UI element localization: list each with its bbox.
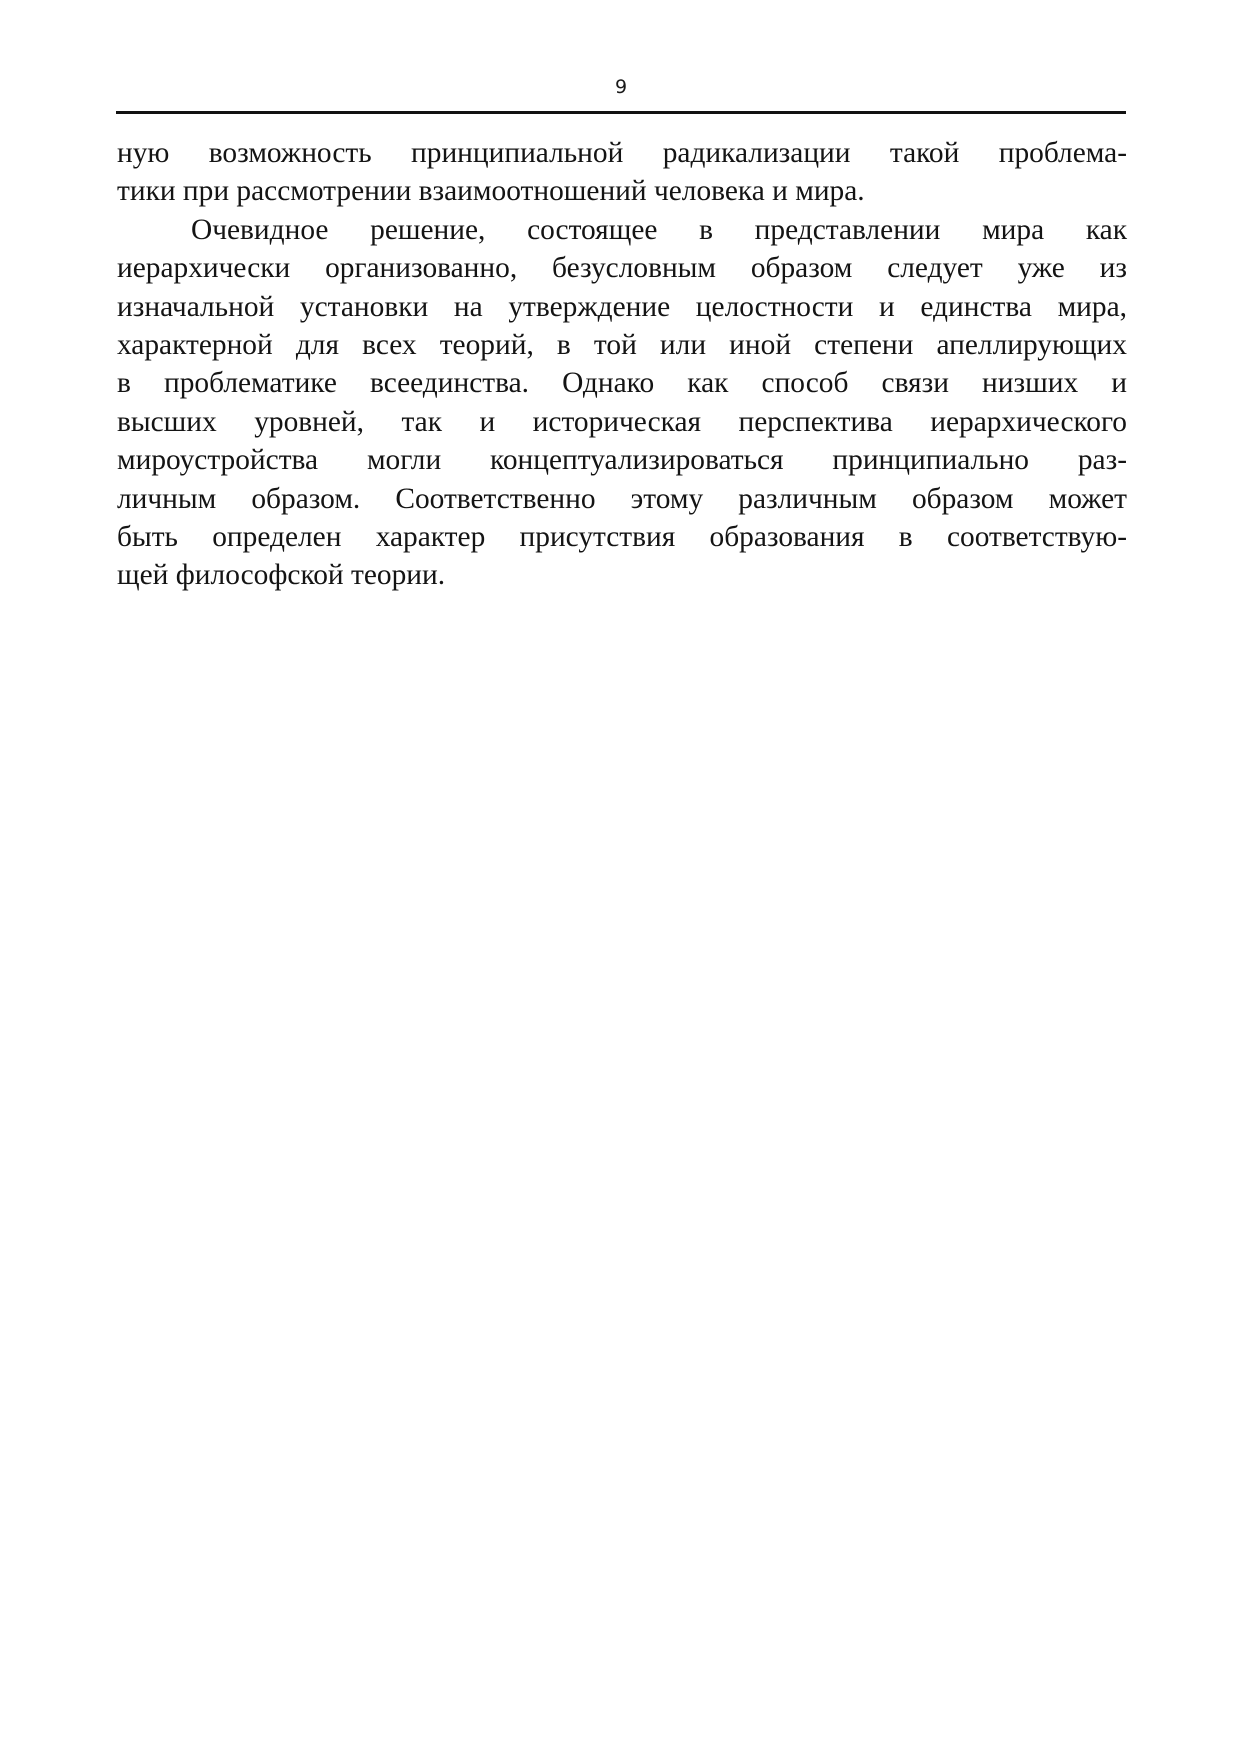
page-header [116,72,1126,116]
text-line: высших уровней, так и историческая перспектива иерархического [117,405,1127,438]
text-line: мироустройства могли концептуализироваться принципиально раз- [117,444,1127,477]
paragraph-2 [117,211,1127,595]
body-text [117,134,1127,595]
text-line: быть определен характер присутствия образования в соответствую- [117,521,1127,554]
page-number: 9 [614,76,628,98]
text-line: личным образом. Соответственно этому различным образом может [117,482,1127,515]
text-line: изначальной установки на утверждение целостности и единства мира, [117,290,1127,323]
text-line: Очевидное решение, состоящее в представлении мира как [191,213,1127,246]
text-line: ную возможность принципиальной радикализации такой проблема- [117,137,1127,169]
text-line: иерархически организованно, безусловным образом следует уже из [117,252,1127,285]
header-rule [116,111,1126,114]
text-line: характерной для всех теорий, в той или иной степени апеллирующих [117,329,1127,362]
text-line: тики при рассмотрении взаимоотношений человека и мира. [117,175,865,208]
text-line: в проблематике всеединства. Однако как способ связи низших и [117,367,1127,400]
text-line: щей философской теории. [117,559,446,592]
paragraph-1 [117,134,1127,211]
